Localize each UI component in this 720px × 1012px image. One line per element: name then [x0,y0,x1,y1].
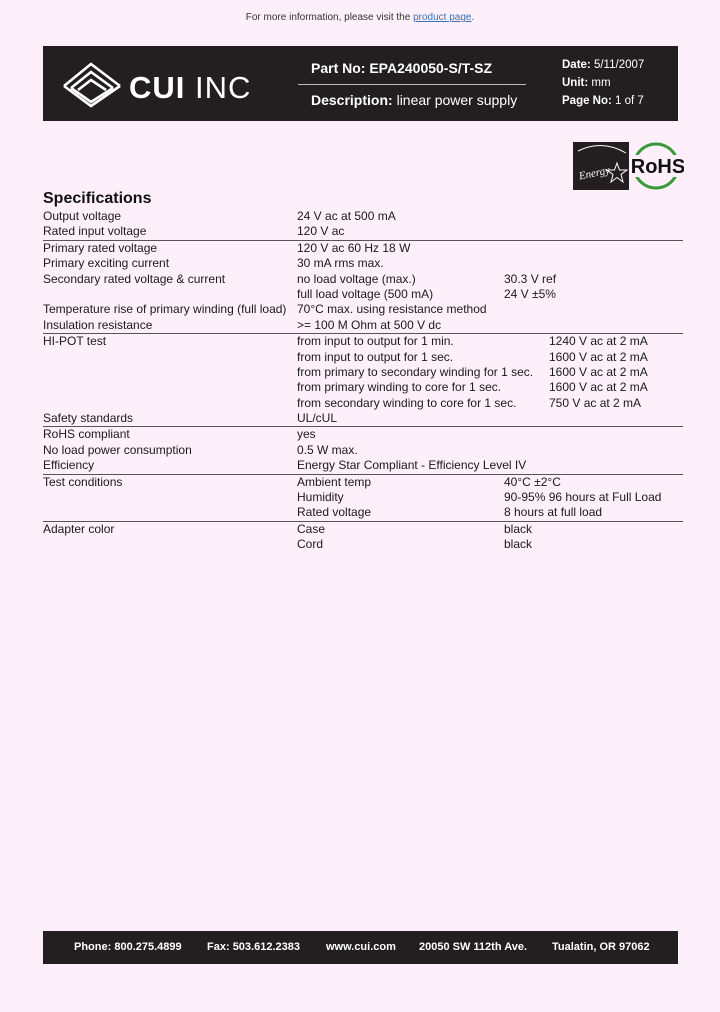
logo-wordmark [129,70,251,106]
spec-row [43,302,683,317]
part-number [311,60,492,76]
top-note-text: For more information, please visit the [245,12,411,23]
energy-star-icon [573,142,629,190]
spec-condition: from input to output for 1 sec. [297,349,454,364]
spec-label: Primary rated voltage [43,240,158,255]
spec-condition: full load voltage (500 mA) [297,286,434,301]
logo-light: INC [195,70,252,105]
spec-label: Test conditions [43,474,123,489]
spec-row [43,396,683,411]
spec-value: 40°C ±2°C [504,474,561,489]
certification-badges [572,141,684,191]
spec-row [43,458,683,474]
energy-text: Energy [577,164,611,183]
spec-row [43,209,683,224]
cui-logo [61,60,271,110]
part-value: EPA240050-S/T-SZ [369,60,493,76]
cui-logo-icon [61,60,123,108]
desc-value: linear power supply [396,92,518,108]
spec-value: 1600 V ac at 2 mA [549,364,648,379]
spec-condition: Humidity [297,490,344,505]
spec-value: 750 V ac at 2 mA [549,395,642,410]
spec-label: Rated input voltage [43,224,147,239]
phone-value: 800.275.4899 [114,941,182,953]
spec-value: 1600 V ac at 2 mA [549,380,648,395]
spec-label: No load power consumption [43,442,192,457]
phone-label: Phone: [74,941,112,953]
spec-value: 70°C max. using resistance method [297,302,487,317]
spec-label: Secondary rated voltage & current [43,271,226,286]
top-note-suffix: . [471,12,475,23]
spec-row [43,224,683,240]
spec-row [43,475,683,490]
rohs-text: RoHS [630,156,684,178]
unit-value: mm [591,77,611,89]
spec-label: Primary exciting current [43,256,170,271]
spec-value: 30.3 V ref [504,271,557,286]
spec-value: 120 V ac 60 Hz 18 W [297,240,411,255]
spec-value: 30 mA rms max. [297,256,384,271]
spec-row [43,287,683,302]
spec-row [43,537,683,552]
spec-condition: Case [297,521,326,536]
part-label: Part No: [311,60,366,76]
spec-condition: Cord [297,537,324,552]
spec-row [43,256,683,271]
top-note [0,12,720,23]
footer-fax [207,941,300,953]
rohs-icon [631,144,684,188]
spec-value: 120 V ac [297,224,345,239]
spec-value: 1240 V ac at 2 mA [549,334,648,349]
fax-value: 503.612.2383 [232,941,300,953]
spec-value: 24 V ±5% [504,286,556,301]
spec-row [43,241,683,256]
page-value: 1 of 7 [615,95,644,107]
spec-row [43,411,683,427]
date-value: 5/11/2007 [593,59,645,71]
spec-row [43,350,683,365]
spec-label: Efficiency [43,458,95,473]
footer-address: 20050 SW 112th Ave. [419,941,528,953]
spec-row [43,365,683,380]
page-label: Page No: [562,95,612,107]
spec-condition: Ambient temp [297,474,372,489]
spec-row [43,427,683,442]
product-page-link[interactable]: product page [413,12,472,23]
footer-website[interactable]: www.cui.com [326,941,396,953]
spec-row [43,505,683,521]
date-label: Date: [562,59,591,71]
spec-condition: from input to output for 1 min. [297,334,454,349]
spec-label: Safety standards [43,411,134,426]
date-field [562,59,644,71]
specifications-title: Specifications [43,190,152,207]
page-field [562,95,644,107]
spec-label: RoHS compliant [43,427,130,442]
spec-value: Energy Star Compliant - Efficiency Level IV [297,458,527,473]
logo-bold: CUI [129,70,186,105]
spec-condition: from primary winding to core for 1 sec. [297,380,502,395]
spec-value: yes [297,427,316,442]
spec-label: HI-POT test [43,334,107,349]
footer-phone [74,941,182,953]
spec-row [43,334,683,349]
spec-label: Output voltage [43,209,122,223]
spec-row [43,318,683,334]
spec-row [43,522,683,537]
spec-value: 90-95% 96 hours at Full Load [504,490,662,505]
spec-label: Temperature rise of primary winding (full load) [43,302,287,317]
spec-label: Adapter color [43,521,115,536]
spec-value: 0.5 W max. [297,442,358,457]
spec-condition: from primary to secondary winding for 1 sec. [297,364,534,379]
spec-condition: Rated voltage [297,505,372,520]
spec-value: 1600 V ac at 2 mA [549,349,648,364]
header-divider [298,84,526,85]
unit-field [562,77,611,89]
footer-bar [43,931,678,964]
spec-row [43,380,683,395]
spec-value: 24 V ac at 500 mA [297,209,396,223]
spec-value: 8 hours at full load [504,505,603,520]
unit-label: Unit: [562,77,589,89]
spec-condition: from secondary winding to core for 1 sec. [297,395,517,410]
badges-graphic [572,141,684,191]
spec-value: black [504,537,533,552]
footer-city: Tualatin, OR 97062 [552,941,650,953]
spec-label: Insulation resistance [43,317,153,332]
spec-value: UL/cUL [297,411,338,426]
spec-row [43,490,683,505]
spec-value: >= 100 M Ohm at 500 V dc [297,317,442,332]
spec-value: black [504,521,533,536]
spec-row [43,272,683,287]
spec-row [43,443,683,458]
header-bar [43,46,678,121]
desc-label: Description: [311,92,393,108]
description [311,92,517,108]
spec-condition: no load voltage (max.) [297,271,416,286]
fax-label: Fax: [207,941,230,953]
specifications-table [43,209,683,553]
